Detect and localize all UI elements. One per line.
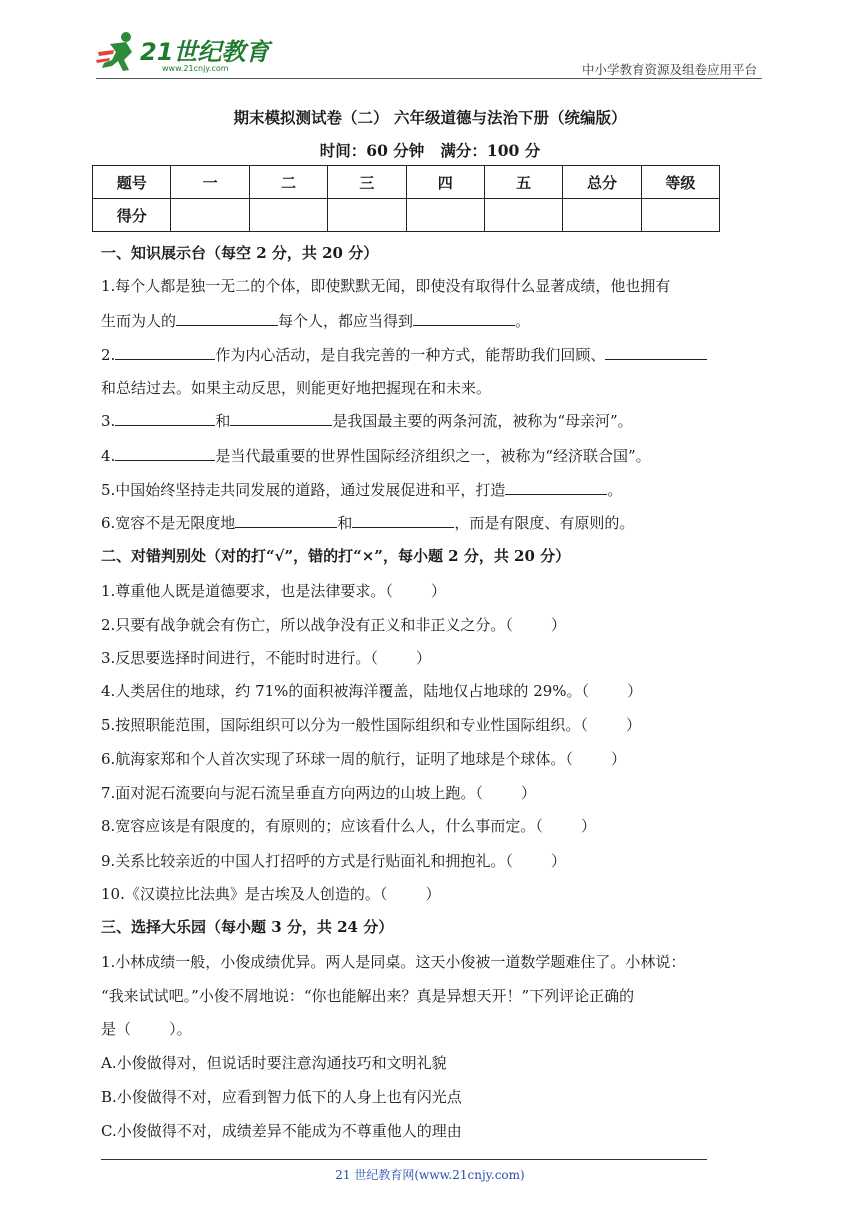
answer-blank[interactable] — [505, 480, 607, 495]
score-cell[interactable] — [249, 199, 327, 232]
s1-q5 — [101, 480, 771, 500]
s3-option-c[interactable]: C.小俊做得不对，成绩差异不能成为不尊重他人的理由 — [101, 1122, 462, 1140]
score-cell[interactable] — [641, 199, 719, 232]
s2-item: 4.人类居住的地球，约 71%的面积被海洋覆盖，陆地仅占地球的 29%。（ ） — [101, 682, 643, 700]
s2-item: 6.航海家郑和个人首次实现了环球一周的航行，证明了地球是个球体。（ ） — [101, 750, 626, 768]
s2-item: 7.面对泥石流要向与泥石流呈垂直方向两边的山坡上跑。（ ） — [101, 784, 536, 802]
score-cell[interactable] — [563, 199, 641, 232]
score-header-cell: 三 — [328, 166, 406, 199]
text-run: 3. — [101, 412, 116, 430]
s1-q1-line2 — [101, 311, 771, 331]
platform-name: 中小学教育资源及组卷应用平台 — [581, 62, 757, 77]
score-header-cell: 题号 — [93, 166, 171, 199]
text-run: 5.中国始终坚持走共同发展的道路，通过发展促进和平，打造 — [101, 481, 506, 499]
s2-item: 2.只要有战争就会有伤亡，所以战争没有正义和非正义之分。（ ） — [101, 616, 566, 634]
answer-blank[interactable] — [115, 411, 215, 426]
footer-link[interactable]: 21 世纪教育网(www.21cnjy.com) — [335, 1168, 525, 1182]
text-run: 6.宽容不是无限度地 — [101, 514, 236, 532]
s3-q1-line1: 1.小林成绩一般，小俊成绩优异。两人是同桌。这天小俊被一道数学题难住了。小林说： — [101, 953, 686, 971]
score-table-header-row — [93, 166, 720, 199]
text-run: 和 — [337, 514, 353, 532]
page-header — [0, 0, 860, 80]
score-cell[interactable] — [328, 199, 406, 232]
section2-title: 二、对错判别处（对的打“√”，错的打“×”，每小题 2 分，共 20 分） — [101, 547, 571, 565]
s2-item: 5.按照职能范围，国际组织可以分为一般性国际组织和专业性国际组织。（ ） — [101, 716, 641, 734]
section3-title: 三、选择大乐园（每小题 3 分，共 24 分） — [101, 918, 394, 936]
text-run: 2. — [101, 346, 116, 364]
s1-q1-line1: 1.每个人都是独一无二的个体，即使默默无闻，即使没有取得什么显著成绩，他也拥有 — [101, 277, 671, 295]
runner-logo-icon — [96, 30, 142, 74]
s3-q1-line2: “我来试试吧。”小俊不屑地说：“你也能解出来？真是异想天开！”下列评论正确的 — [101, 987, 635, 1005]
score-table-score-row — [93, 199, 720, 232]
s3-q1-line3: 是（ ）。 — [101, 1020, 192, 1038]
text-run: 和 — [215, 412, 231, 430]
text-run: 4. — [101, 447, 116, 465]
score-header-cell: 总分 — [563, 166, 641, 199]
s1-q2-line2: 和总结过去。如果主动反思，则能更好地把握现在和未来。 — [101, 379, 492, 397]
s1-q4 — [101, 446, 771, 466]
s2-item: 10.《汉谟拉比法典》是古埃及人创造的。（ ） — [101, 885, 441, 903]
text-run: ，而是有限度、有原则的。 — [454, 514, 635, 532]
score-header-cell: 一 — [171, 166, 249, 199]
header-divider — [96, 78, 762, 79]
answer-blank[interactable] — [605, 345, 707, 360]
text-run: 生而为人的 — [101, 312, 177, 330]
score-header-cell: 二 — [249, 166, 327, 199]
logo-text: 21世纪教育 — [140, 38, 270, 66]
s2-item: 9.关系比较亲近的中国人打招呼的方式是行贴面礼和拥抱礼。（ ） — [101, 852, 566, 870]
answer-blank[interactable] — [176, 311, 278, 326]
s1-q3 — [101, 411, 771, 431]
score-cell[interactable] — [406, 199, 484, 232]
s2-item: 1.尊重他人既是道德要求，也是法律要求。（ ） — [101, 582, 446, 600]
answer-blank[interactable] — [235, 513, 337, 528]
answer-blank[interactable] — [352, 513, 454, 528]
s2-item: 8.宽容应该是有限度的，有原则的；应该看什么人，什么事而定。（ ） — [101, 817, 596, 835]
text-run: 是我国最主要的两条河流，被称为“母亲河”。 — [332, 412, 633, 430]
answer-blank[interactable] — [115, 345, 215, 360]
score-cell[interactable] — [171, 199, 249, 232]
text-run: 作为内心活动，是自我完善的一种方式，能帮助我们回顾、 — [215, 346, 606, 364]
s1-q6 — [101, 513, 771, 533]
exam-subtitle: 时间：60 分钟 满分：100 分 — [319, 141, 541, 160]
text-run: 。 — [607, 481, 623, 499]
answer-blank[interactable] — [230, 411, 332, 426]
score-row-label: 得分 — [93, 199, 171, 232]
answer-blank[interactable] — [413, 311, 515, 326]
exam-title: 期末模拟测试卷（二） 六年级道德与法治下册（统编版） — [233, 108, 627, 127]
logo-url: www.21cnjy.com — [162, 64, 229, 73]
text-run: 。 — [515, 312, 531, 330]
s1-q2-line1 — [101, 345, 771, 365]
s3-option-a[interactable]: A.小俊做得对，但说话时要注意沟通技巧和文明礼貌 — [101, 1054, 447, 1072]
score-header-cell: 四 — [406, 166, 484, 199]
answer-blank[interactable] — [115, 446, 215, 461]
s2-item: 3.反思要选择时间进行，不能时时进行。（ ） — [101, 649, 431, 667]
s3-option-b[interactable]: B.小俊做得不对，应看到智力低下的人身上也有闪光点 — [101, 1088, 462, 1106]
site-logo[interactable] — [96, 30, 270, 78]
text-run: 每个人，都应当得到 — [278, 312, 414, 330]
footer-divider — [101, 1159, 707, 1160]
score-table — [92, 165, 720, 232]
score-header-cell: 等级 — [641, 166, 719, 199]
score-header-cell: 五 — [484, 166, 562, 199]
section1-title: 一、知识展示台（每空 2 分，共 20 分） — [101, 244, 379, 262]
score-cell[interactable] — [484, 199, 562, 232]
text-run: 是当代最重要的世界性国际经济组织之一，被称为“经济联合国”。 — [215, 447, 651, 465]
